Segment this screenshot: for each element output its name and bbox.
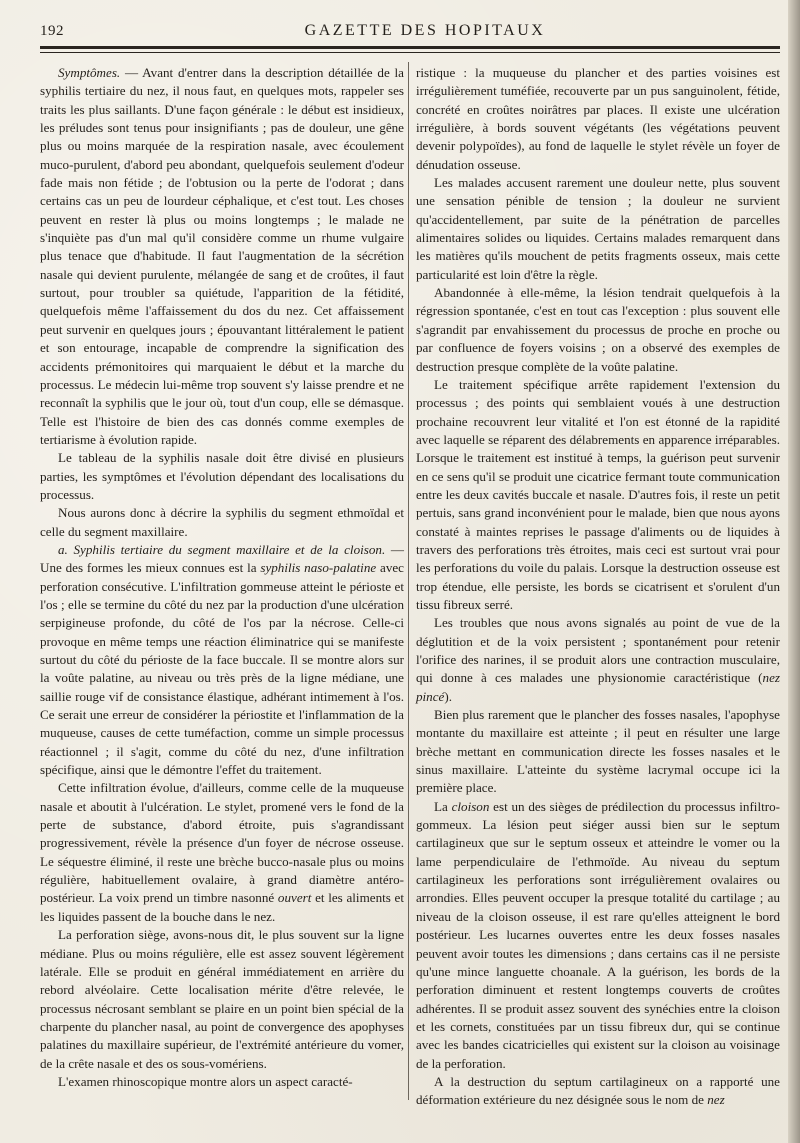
italic-term: nez bbox=[707, 1092, 725, 1108]
paragraph: Le tableau de la syphilis nasale doit être divisé en plusieurs parties, les symptômes et l'évolution dépendant des localisations du processus. bbox=[40, 450, 404, 502]
paragraph: L'examen rhinoscopique montre alors un aspect caracté- bbox=[58, 1073, 353, 1089]
paragraph: Abandonnée à elle-même, la lésion tendrait quelquefois à la régression spontanée, c'est en tout cas l'exception : plus souvent elle s'agrandit par envahissement du processus de proche en proche ou par confluence de foyers voisins ; on a observé des exemples de destruction presque complète de la voûte palatine. bbox=[416, 285, 780, 374]
italic-term: syphilis naso-palatine bbox=[260, 560, 377, 576]
paragraph-text: — Une des formes les mieux connues est la bbox=[40, 541, 405, 576]
paragraph: Le traitement spécifique arrête rapidement l'extension du processus ; des points qui semblaient voués à une destruction prochaine recouvrent leur vitalité et l'on est étonné de la rapidité avec laquelle se réparent des délabrements en apparence irréparables. Lorsque le traitement est institué à temps, la guérison peut survenir en ce sens qu'il se produit une cicatrice fermant toute communication entre les deux cavités buccale et nasale. D'autres fois, il reste un petit pertuis, sans grand inconvénient pour le malade, bien que nous ayons constaté à maintes reprises le passage d'aliments ou de liquides à travers des perforations très étroites, mais ceci est surtout vrai pour les perforations du voile du palais. Lorsque la destruction osseuse est trop étendue, elle persiste, les bords se cicatrisent et s'orulent d'un tissu fibreux serré. bbox=[416, 376, 780, 612]
paragraph-text: est un des sièges de prédilection du processus infiltro-gommeux. La lésion peut siéger aussi bien sur le septum cartilagineux que sur le septum osseux et atteindre le vomer ou la lame perpendiculaire de l'ethmoïde. Au niveau du septum cartilagineux les perforations sont irrégulièrement ovalaires ou arrondies. Elles peuvent occuper la presque totalité du cartilage ; au niveau de la cloison osseuse, il est rare qu'elles atteignent le bord postérieur. Les lucarnes ouvertes entre les deux fosses nasales peuvent avoir toutes les dimensions ; dans certains cas il ne persiste qu'une mince languette choanale. A la guérison, les bords de la perforation diminuent et restent longtemps couverts de croûtes adhérentes. Il se produit assez souvent des synéchies entre la cloison et les cornets, constituées par un tissu fibreux dur, qui se continue avec les bandes cicatricielles qui existent sur la cloison au voisinage de la perforation. bbox=[416, 798, 780, 1071]
paragraph-text: — Avant d'entrer dans la description détaillée de la syphilis tertiaire du nez, il nous faut, en quelques mots, rappeler ses traits les plus saillants. D'une façon générale : le début est insidieux, les préludes sont tenus pour insignifiants ; pas de douleur, une gêne plus ou moins marquée de la respiration nasale, avec écoulement muco-purulent, d'abord peu abondant, quelquefois seulement d'odeur fade mais non fétide ; de l'obtusion ou la perte de l'odorat ; dans certains cas un peu de lourdeur céphalique, et c'est tout. Les choses peuvent en rester là plus ou moins longtemps ; le malade ne s'inquiète pas d'un mal qu'il considère comme un rhume vulgaire plus tenace que d'habitude. Il faut l'augmentation de la sécrétion nasale qui devient purulente, mélangée de sang et de croûtes, il faut surtout, pour troubler sa quiétude, l'apparition de la fétidité, quelquefois même l'affaissement du dos du nez. Cet affaissement peut survenir en quelques jours ; épouvantant littéralement le patient et son entourage, incapable de comprendre la signification des accidents prémonitoires qui marquaient le début et la marche du processus. Le médecin lui-même trop souvent s'y laisse prendre et ne reconnaît la syphilis que le jour où, tout d'un coup, elle se démasque. Telle est l'histoire de bien des cas donnés comme exemples de tertiarisme à évolution rapide. bbox=[40, 65, 404, 447]
paragraph bbox=[416, 1073, 780, 1110]
header-rule-thick bbox=[40, 46, 780, 49]
paragraph: La perforation siège, avons-nous dit, le plus souvent sur la ligne médiane. Plus ou moins régulière, elle est assez souvent légèrement latérale. Elle se produit en général immédiatement en arrière du rebord alvéolaire. Cette localisation mérite d'être relevée, le processus nécrosant semblant se plaire en un point bien spécial de la charpente du plancher nasal, au point de convergence des apophyses palatines du maxillaire supérieur, de l'extrémité antérieure du vomer, de la crête nasale et des os sous-vomériens. bbox=[40, 927, 404, 1071]
paragraph bbox=[40, 541, 404, 779]
paragraph bbox=[40, 64, 404, 449]
right-column bbox=[416, 64, 780, 1110]
paragraph-text: A la destruction du septum cartilagineux on a rapporté une déformation extérieure du nez désignée sous le nom de bbox=[416, 1073, 780, 1108]
left-column bbox=[40, 64, 404, 1091]
paragraph-text: avec perforation consécutive. L'infiltration gommeuse atteint le périoste et l'os ; elle se termine du côté du nez par la production d'une ulcération serpigineuse profonde, du côté de l'os par la nécrose. Celle-ci provoque en même temps une réaction éliminatrice qui se manifeste surtout du côté du périoste de la face buccale. Il se montre alors sur la voûte palatine, au niveau ou très près de la ligne médiane, une saillie rouge vif de consistance élastique, adhérant intimement à l'os. Ce serait une erreur de considérer la périostite et l'inflammation de la muqueuse, causes de cette tuméfaction, comme un simple processus réactionnel ; il s'agit, comme du côté du nez, d'une infiltration spécifique, ainsi que le démontre l'effet du traitement. bbox=[40, 560, 404, 778]
paragraph: Nous aurons donc à décrire la syphilis du segment ethmoïdal et celle du segment maxillaire. bbox=[40, 505, 404, 539]
section-heading-symptoms: Symptômes. bbox=[58, 65, 121, 80]
paragraph: ristique : la muqueuse du plancher et des parties voisines est irrégulièrement tuméfiée, recouverte par un pus sanguinolent, fétide, concrété en croûtes noirâtres par places. Il existe une ulcération irrégulière, à bords souvent végétants (les végétations peuvent devenir polypoïdes), au fond de laquelle le stylet révèle un foyer de dénudation osseuse. bbox=[416, 65, 780, 172]
paragraph-text: et les aliments et les liquides passent de la bouche dans le nez. bbox=[40, 890, 404, 924]
paragraph-text: Les troubles que nous avons signalés au point de vue de la déglutition et de la voix persistent ; spontanément pour retenir l'orifice des narines, il se produit alors une contraction musculaire, qui donne à ces malades une physionomie caractéristique ( bbox=[416, 615, 780, 686]
paragraph bbox=[416, 614, 780, 706]
italic-term: ouvert bbox=[277, 890, 312, 906]
paragraph-text: La bbox=[434, 798, 452, 814]
header-rule-thin bbox=[40, 52, 780, 53]
italic-term: nez pincé bbox=[416, 670, 780, 704]
paragraph-text: ). bbox=[444, 688, 452, 704]
paragraph bbox=[416, 798, 780, 1073]
page-edge-shadow bbox=[788, 0, 800, 1143]
column-divider bbox=[408, 62, 409, 1100]
paragraph bbox=[40, 779, 404, 926]
journal-title: GAZETTE DES HOPITAUX bbox=[304, 22, 546, 39]
paragraph-text: Cette infiltration évolue, d'ailleurs, comme celle de la muqueuse nasale et aboutit à l'ulcération. Le stylet, promené vers le fond de la perte de substance, d'abord étroite, puis s'agrandissant progressivement, révèle la présence d'un foyer de nécrose osseuse. Le séquestre éliminé, il reste une brèche bucco-nasale plus ou moins régulière, habituellement ovalaire, à grand diamètre antéro-postérieur. La voix prend un timbre nasonné bbox=[40, 780, 404, 906]
italic-term: cloison bbox=[451, 798, 490, 814]
section-heading-maxillary: a. Syphilis tertiaire du segment maxillaire et de la cloison. bbox=[58, 541, 386, 557]
paragraph: Bien plus rarement que le plancher des fosses nasales, l'apophyse montante du maxillaire est atteinte ; il peut en résulter une large brèche mettant en communication directe les fosses nasales et le sinus maxillaire. L'atteinte du système lacrymal occupe ici la première place. bbox=[416, 707, 780, 796]
page-number: 192 bbox=[40, 23, 64, 39]
paragraph: Les malades accusent rarement une douleur nette, plus souvent une sensation pénible de tension ; la douleur ne survient qu'accidentellement, par suite de la pénétration de parcelles alimentaires solides ou liquides. Certains malades remarquent dans les matières qu'ils mouchent de petits fragments osseux, mais cette particularité est loin d'être la règle. bbox=[416, 175, 780, 282]
